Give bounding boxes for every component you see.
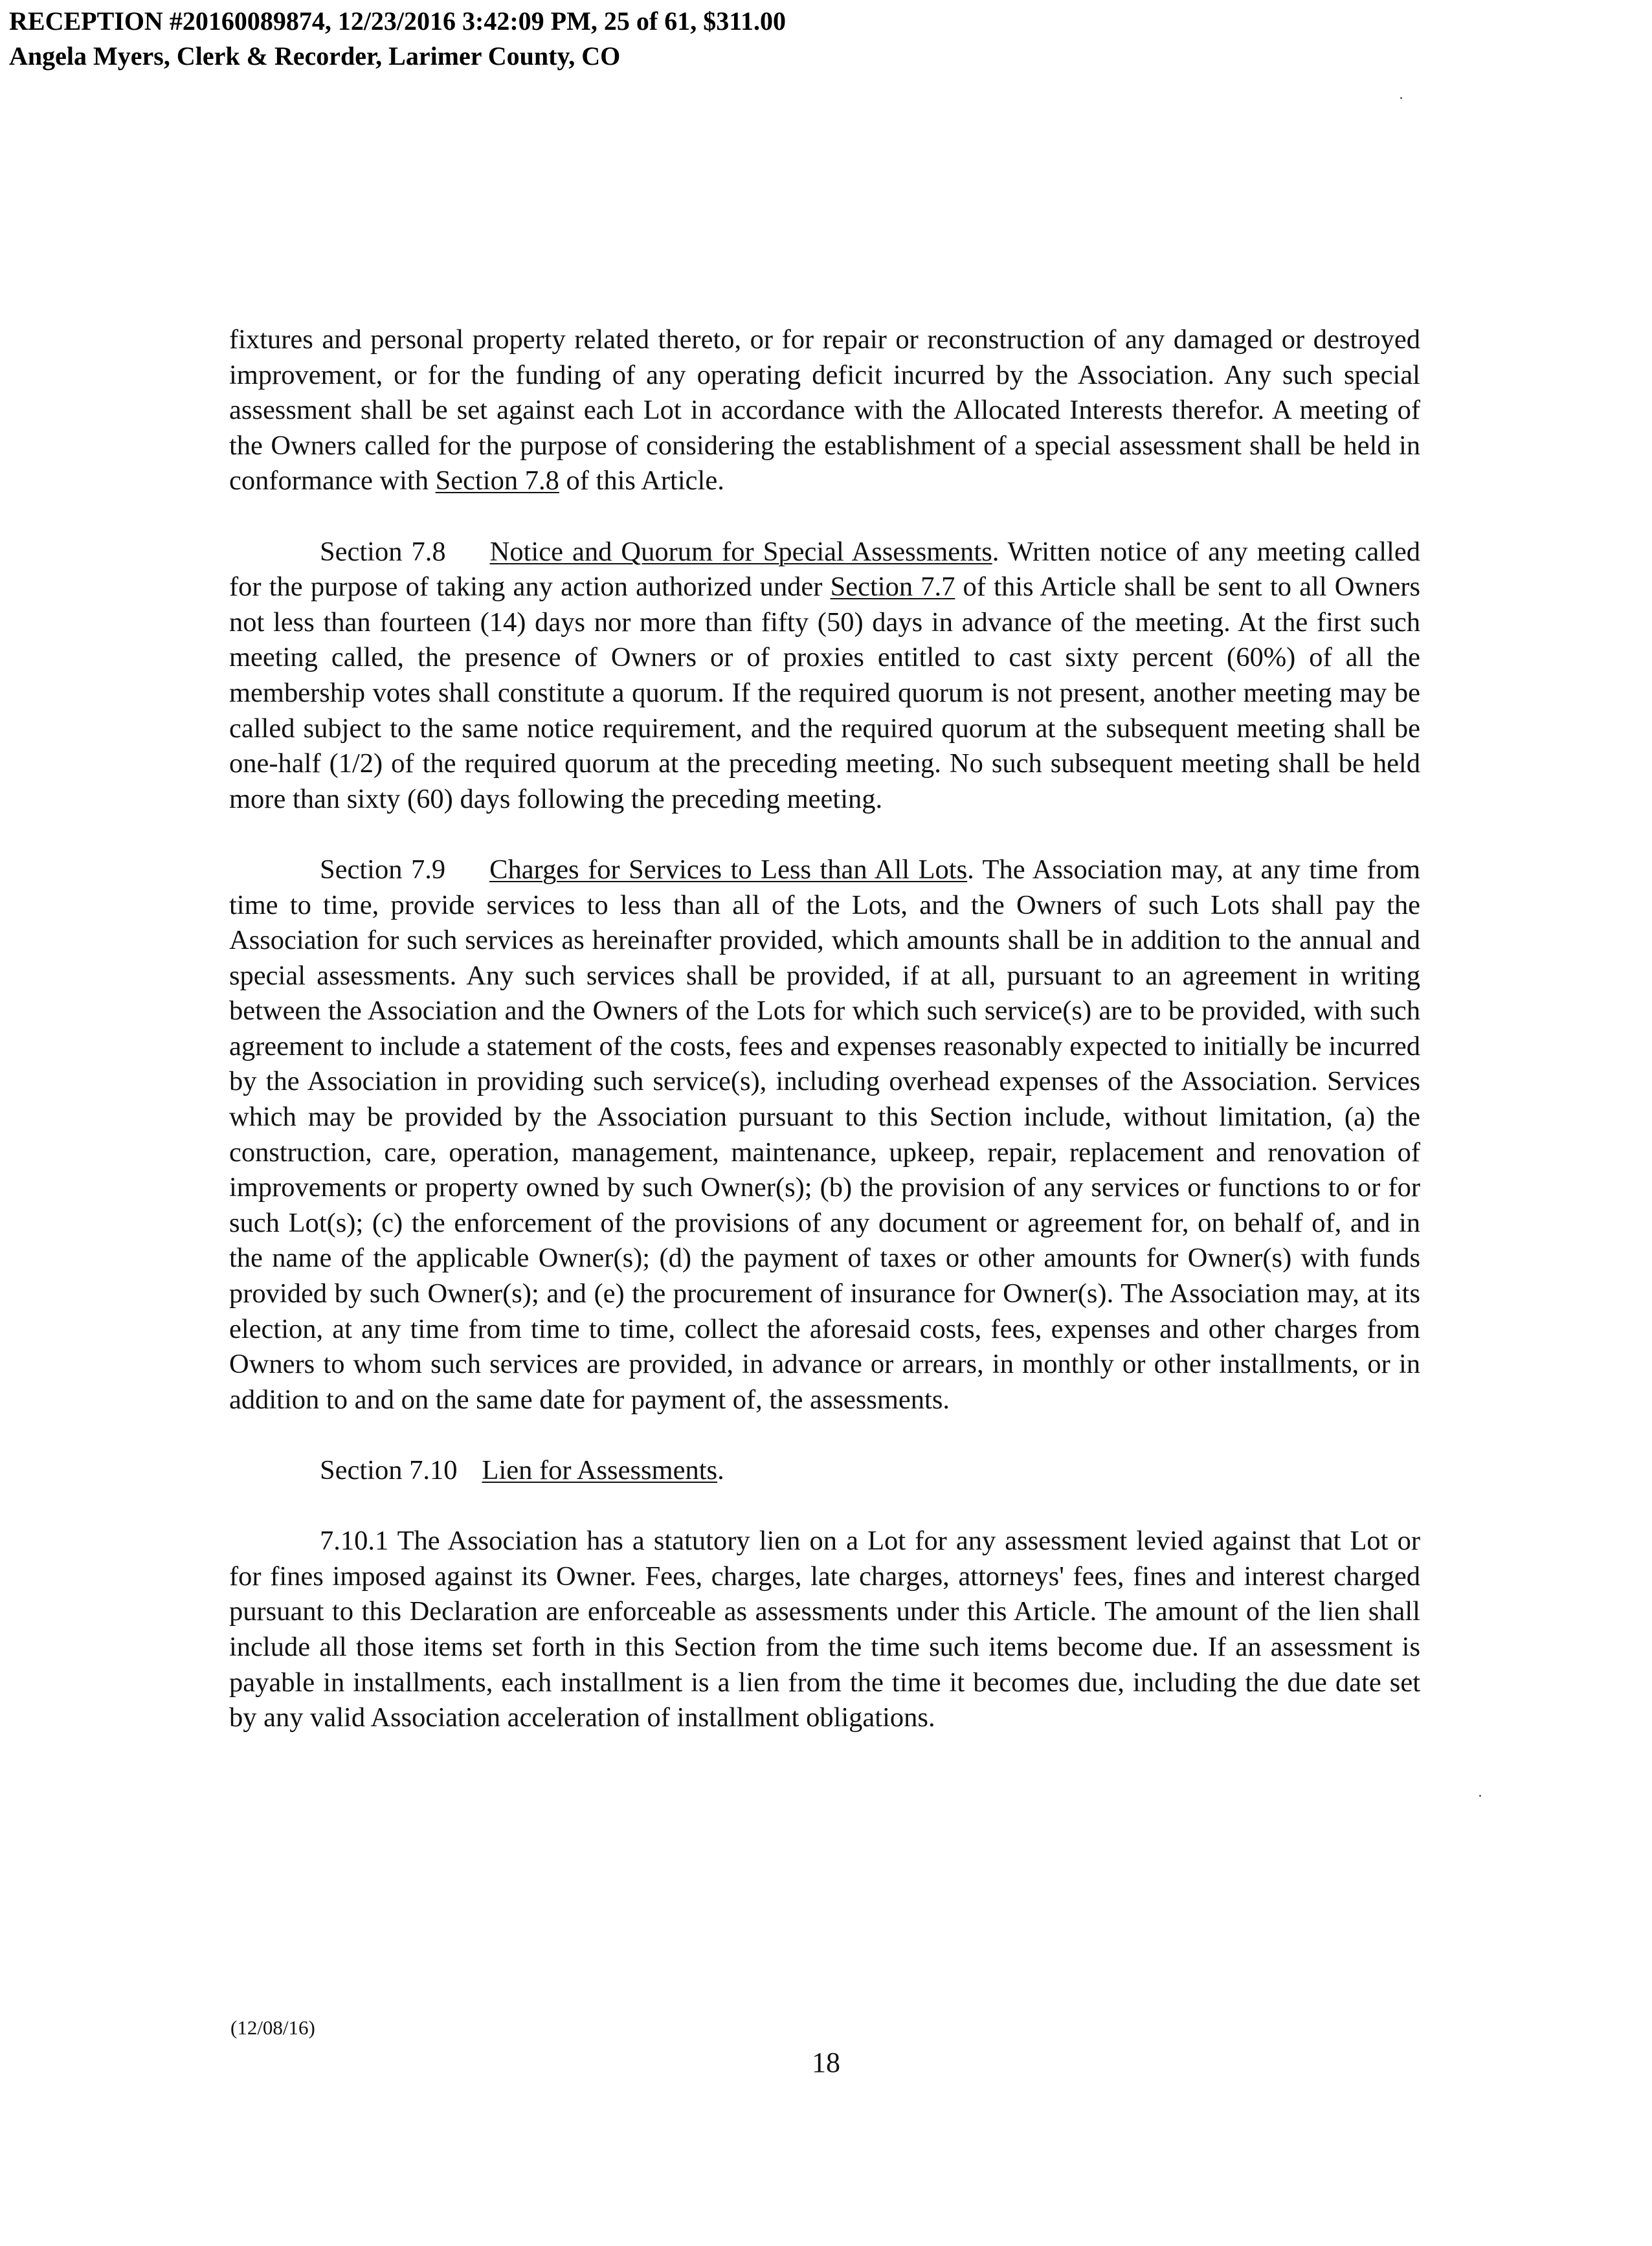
section-7-9-paragraph: Section 7.9 Charges for Services to Less than All Lots. The Association may, at any time from time to time, provide services to less than all of the Lots, and the Owners of such Lots shall pay the Association for such services as hereinafter provided, which amounts shall be in addition to the annual and special assessments. Any such services shall be provided, if at all, pursuant to an agreement in writing between the Association and the Owners of the Lots for which such service(s) are to be provided, with such agreement to include a statement of the costs, fees and expenses reasonably expected to initially be incurred by the Association in providing such service(s), including overhead expenses of the Association. Services which may be provided by the Association pursuant to this Section include, without limitation, (a) the construction, care, operation, management, maintenance, upkeep, repair, replacement and renovation of improvements or property owned by such Owner(s); (b) the provision of any services or functions to or for such Lot(s); (c) the enforcement of the provisions of any document or agreement for, on behalf of, and in the name of the applicable Owner(s); (d) the payment of taxes or other amounts for Owner(s) with funds provided by such Owner(s); and (e) the procurement of insurance for Owner(s). The Association may, at its election, at any time from time to time, collect the aforesaid costs, fees, expenses and other charges from Owners to whom such services are provided, in advance or arrears, in monthly or other installments, or in addition to and on the same date for payment of, the assessments. [229,854,1421,1415]
reception-line: RECEPTION #20160089874, 12/23/2016 3:42:09 PM, 25 of 61, $311.00 [9,6,786,36]
section-heading: Lien for Assessments [482,1455,718,1485]
section-7-10-1-paragraph: 7.10.1 The Association has a statutory lien on a Lot for any assessment levied against that Lot or for fines imposed against its Owner. Fees, charges, late charges, attorneys' fees, fines and interest charged pursuant to this Declaration are enforceable as assessments under this Article. The amount of the lien shall include all those items set forth in this Section from the time such items become due. If an assessment is payable in installments, each installment is a lien from the time it becomes due, including the due date set by any valid Association acceleration of installment obligations. [229,1526,1420,1733]
scan-speck [1479,1795,1481,1797]
section-7-8-paragraph: Section 7.8 Notice and Quorum for Special Assessments. Written notice of any meeting called for the purpose of taking any action authorized under Section 7.7 of this Article shall be sent to all Owners not less than fourteen (14) days nor more than fifty (50) days in advance of the meeting. At the first such meeting called, the presence of Owners or of proxies entitled to cast sixty percent (60%) of all the membership votes shall constitute a quorum. If the required quorum is not present, another meeting may be called subject to the same notice requirement, and the required quorum at the subsequent meeting shall be one-half (1/2) of the required quorum at the preceding meeting. No such subsequent meeting shall be held more than sixty (60) days following the preceding meeting. [229,536,1420,814]
section-heading: Charges for Services to Less than All Lots [489,854,968,885]
intro-paragraph: fixtures and personal property related thereto, or for repair or reconstruction of any damaged or destroyed improvement, or for the funding of any operating deficit incurred by the Association. Any such special assessment shall be set against each Lot in accordance with the Allocated Interests therefor. A meeting of the Owners called for the purpose of considering the establishment of a special assessment shall be held in conformance with Section 7.8 of this Article. [229,324,1420,496]
document-body [229,322,1420,1736]
section-number: Section 7.8 [320,536,446,567]
scan-speck [1400,97,1402,99]
section-7-10-heading: Section 7.10 Lien for Assessments. [320,1455,724,1485]
section-reference-7-7: Section 7.7 [830,572,955,603]
section-number: Section 7.9 [320,854,446,885]
recorder-line: Angela Myers, Clerk & Recorder, Larimer County, CO [9,41,621,71]
section-heading: Notice and Quorum for Special Assessments [489,536,992,567]
revision-date: (12/08/16) [230,2016,315,2039]
section-number: Section 7.10 [320,1455,458,1485]
page-number: 18 [812,2047,840,2078]
recording-stamp [9,4,786,74]
section-reference-7-8: Section 7.8 [435,465,559,496]
